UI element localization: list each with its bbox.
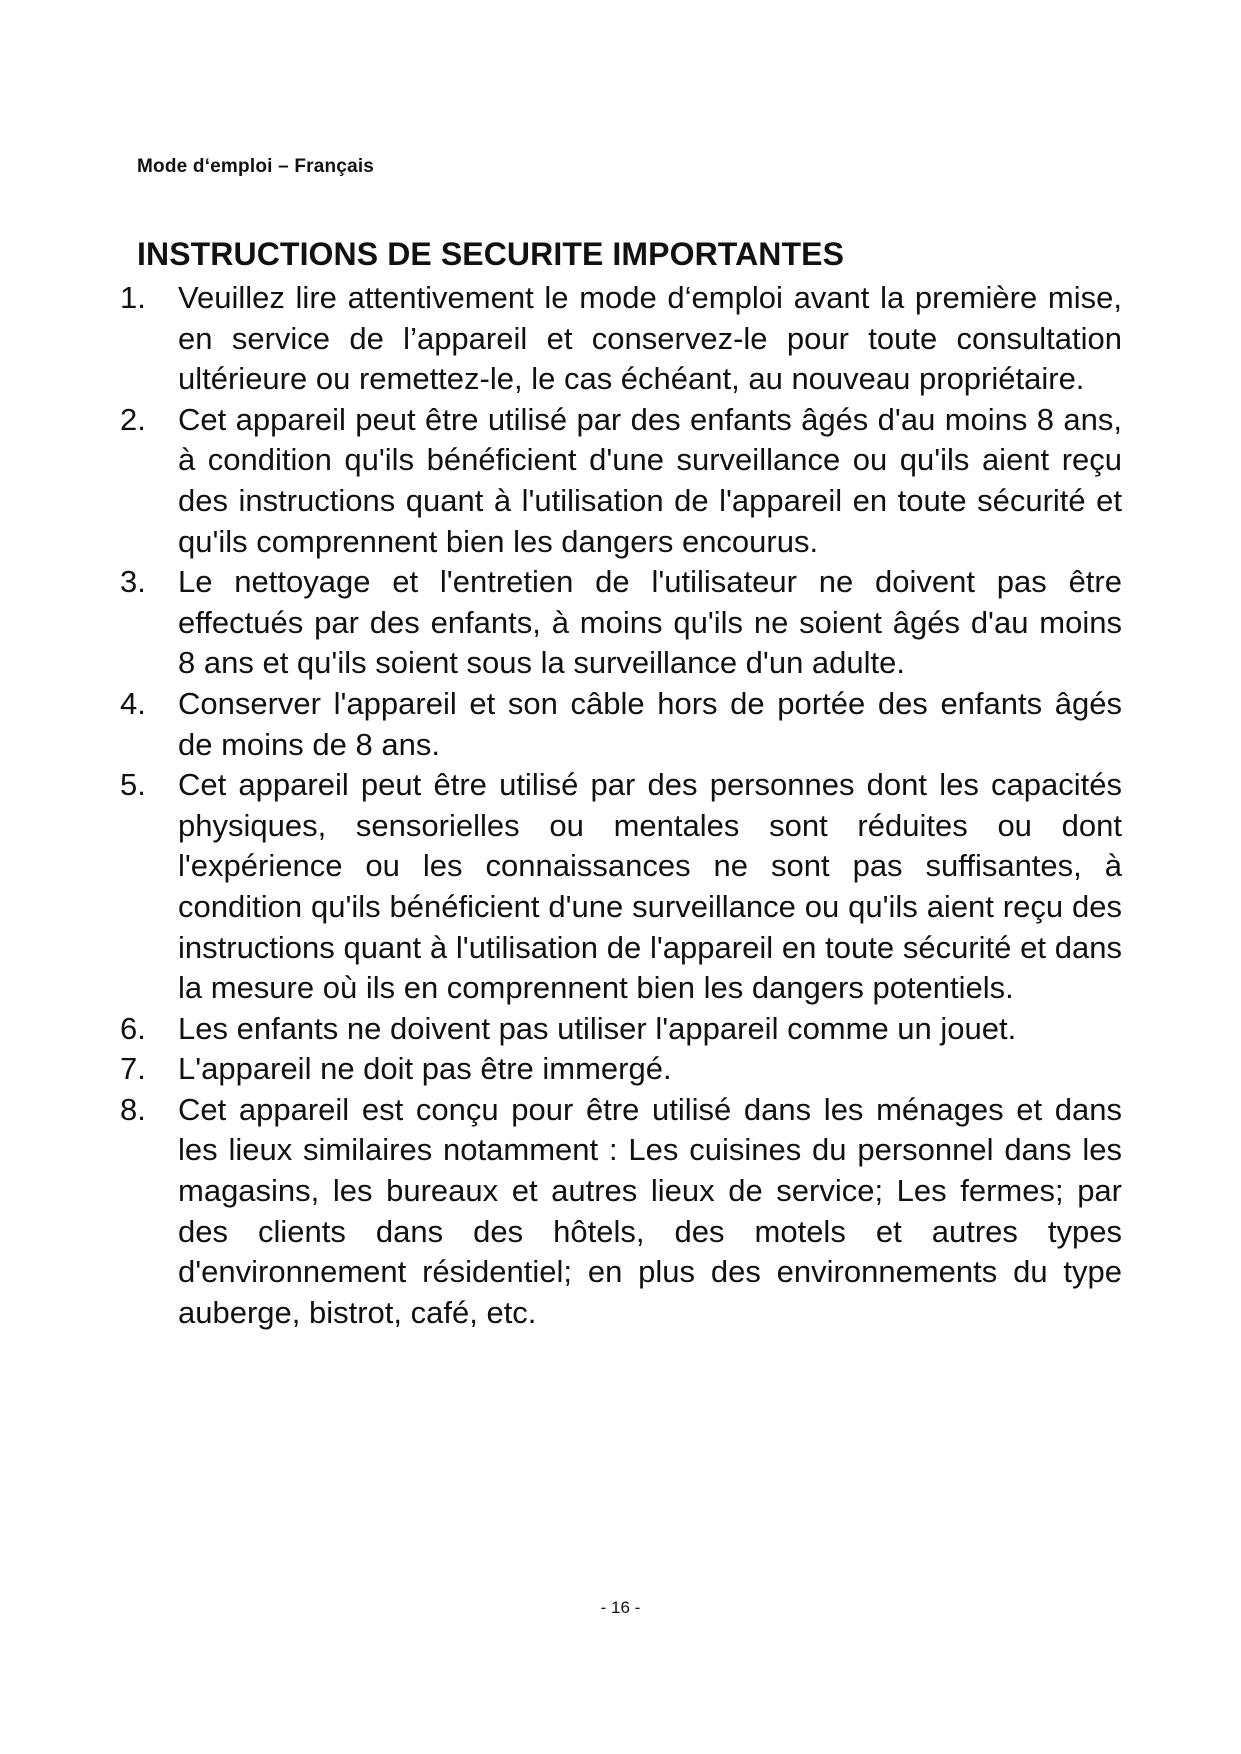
instruction-text: L'appareil ne doit pas être immergé. (178, 1051, 672, 1087)
instruction-text: Les enfants ne doivent pas utiliser l'appareil comme un jouet. (178, 1010, 1017, 1046)
instruction-text: Conserver l'appareil et son câble hors de portée des enfants âgés de moins de 8 ans. (178, 685, 1122, 762)
instruction-text: Cet appareil peut être utilisé par des personnes dont les capacités physiques, sensorielles ou mentales sont réduites ou dont l'expérience ou les connaissances ne sont pas suffisantes, à condition qu'ils bénéficient d'une surveillance ou qu'ils aient reçu des instructions quant à l'utilisation de l'appareil en toute sécurité et dans la mesure où ils en comprennent bien les dangers potentiels. (178, 767, 1122, 1006)
instruction-number: 5. (120, 767, 146, 803)
instruction-item-5 (120, 765, 1120, 1009)
instruction-item-2 (120, 400, 1120, 562)
instruction-number: 8. (120, 1091, 146, 1127)
instruction-number: 6. (120, 1010, 146, 1046)
instruction-number: 1. (120, 280, 146, 315)
instruction-text: Veuillez lire attentivement le mode d‘emploi avant la première mise, en service de l’appareil et conservez-le pour toute consultation ultérieure ou remettez-le, le cas échéant, au nouveau propriétaire. (178, 280, 1122, 397)
section-title: INSTRUCTIONS DE SECURITE IMPORTANTES (137, 236, 845, 272)
instruction-item-3 (120, 562, 1120, 684)
instruction-text: Cet appareil est conçu pour être utilisé dans les ménages et dans les lieux similaires notamment : Les cuisines du personnel dans les magasins, les bureaux et autres lieux de service; Les fermes; par des clients dans des hôtels, des motels et autres types d'environnement résidentiel; en plus des environnements du type auberge, bistrot, café, etc. (178, 1091, 1122, 1330)
page-number: - 16 - (600, 1598, 641, 1617)
instruction-item-1 (120, 278, 1120, 400)
instruction-item-8 (120, 1090, 1120, 1334)
instruction-number: 7. (120, 1051, 146, 1087)
instruction-item-7 (120, 1049, 1120, 1090)
safety-instructions-list (120, 278, 1120, 1333)
instruction-number: 4. (120, 685, 146, 721)
instruction-text: Cet appareil peut être utilisé par des enfants âgés d'au moins 8 ans, à condition qu'ils bénéficient d'une surveillance ou qu'ils aient reçu des instructions quant à l'utilisation de l'appareil en toute sécurité et qu'ils comprennent bien les dangers encourus. (178, 401, 1122, 559)
instruction-text: Le nettoyage et l'entretien de l'utilisateur ne doivent pas être effectués par des enfants, à moins qu'ils ne soient âgés d'au moins 8 ans et qu'ils soient sous la surveillance d'un adulte. (178, 564, 1122, 681)
instruction-number: 3. (120, 564, 146, 600)
instruction-number: 2. (120, 401, 146, 437)
instruction-item-6 (120, 1009, 1120, 1050)
instruction-item-4 (120, 684, 1120, 765)
document-header-label: Mode d‘emploi – Français (137, 156, 375, 177)
